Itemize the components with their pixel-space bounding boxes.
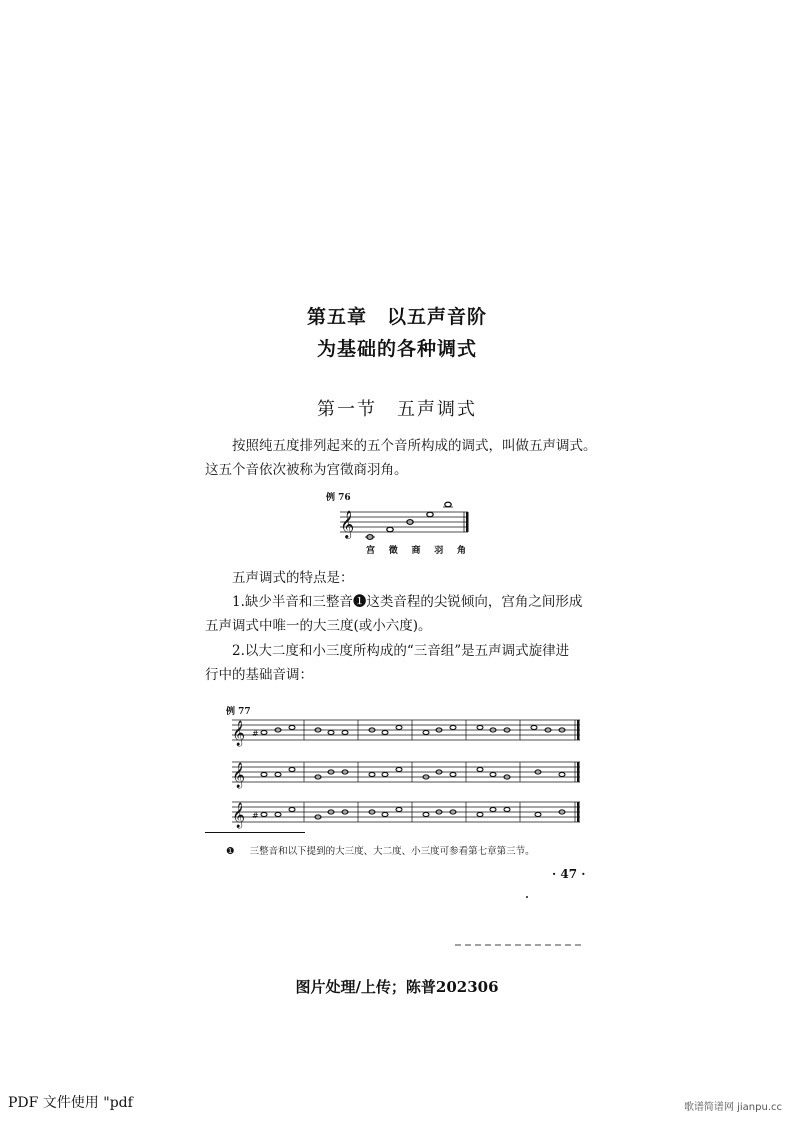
- svg-text:𝄞: 𝄞: [232, 721, 246, 746]
- footnote-marker: ❶: [226, 846, 235, 857]
- example-77-label: 例 77: [226, 707, 251, 717]
- intro-line-2: 这五个音依次被称为宫徵商羽角。: [205, 462, 408, 478]
- scan-artifact-line: [455, 944, 585, 946]
- note-name-zhi: 徵: [388, 546, 398, 556]
- feature-1-line-1: 1.缺少半音和三整音❶这类音程的尖锐倾向，宫角之间形成: [232, 594, 583, 610]
- example-77-staves: [228, 712, 588, 842]
- svg-text:𝄞: 𝄞: [232, 763, 246, 788]
- svg-text:#: #: [252, 811, 259, 820]
- svg-text:𝄞: 𝄞: [340, 510, 355, 538]
- footnote-text: 三整音和以下提到的大三度、大二度、小三度可参看第七章第三节。: [249, 846, 535, 857]
- example-76-note-names: [366, 543, 466, 556]
- feature-1-line-2: 五声调式中唯一的大三度(或小六度)。: [205, 618, 432, 634]
- note-name-jue: 角: [456, 546, 466, 556]
- page-number: · 47 ·: [552, 867, 586, 881]
- features-heading: 五声调式的特点是：: [232, 570, 354, 586]
- footnote-rule: [205, 832, 305, 833]
- chapter-title-line2: 为基础的各种调式: [316, 338, 477, 360]
- feature-2-line-1: 2.以大二度和小三度所构成的“三音组”是五声调式旋律进: [232, 643, 570, 659]
- pdf-label: PDF 文件使用 "pdf: [8, 1095, 133, 1111]
- upload-credit: 图片处理/上传；陈普202306: [295, 978, 499, 996]
- chapter-title-line1: 第五章 以五声音阶: [306, 306, 487, 328]
- scan-speck: [526, 896, 528, 898]
- note-name-yu: 羽: [434, 546, 444, 556]
- footnote: [226, 843, 535, 857]
- site-watermark: 歌谱简谱网 jianpu.cc: [683, 1102, 782, 1113]
- note-name-gong: 宫: [366, 546, 376, 556]
- svg-text:#: #: [252, 729, 259, 738]
- example-76-label: 例 76: [326, 493, 351, 503]
- intro-line-1: 按照纯五度排列起来的五个音所构成的调式，叫做五声调式。: [232, 438, 597, 454]
- feature-2-line-2: 行中的基础音调：: [205, 667, 313, 683]
- section-title: 第一节 五声调式: [317, 399, 477, 420]
- svg-text:𝄞: 𝄞: [232, 803, 246, 828]
- note-name-shang: 商: [411, 546, 421, 556]
